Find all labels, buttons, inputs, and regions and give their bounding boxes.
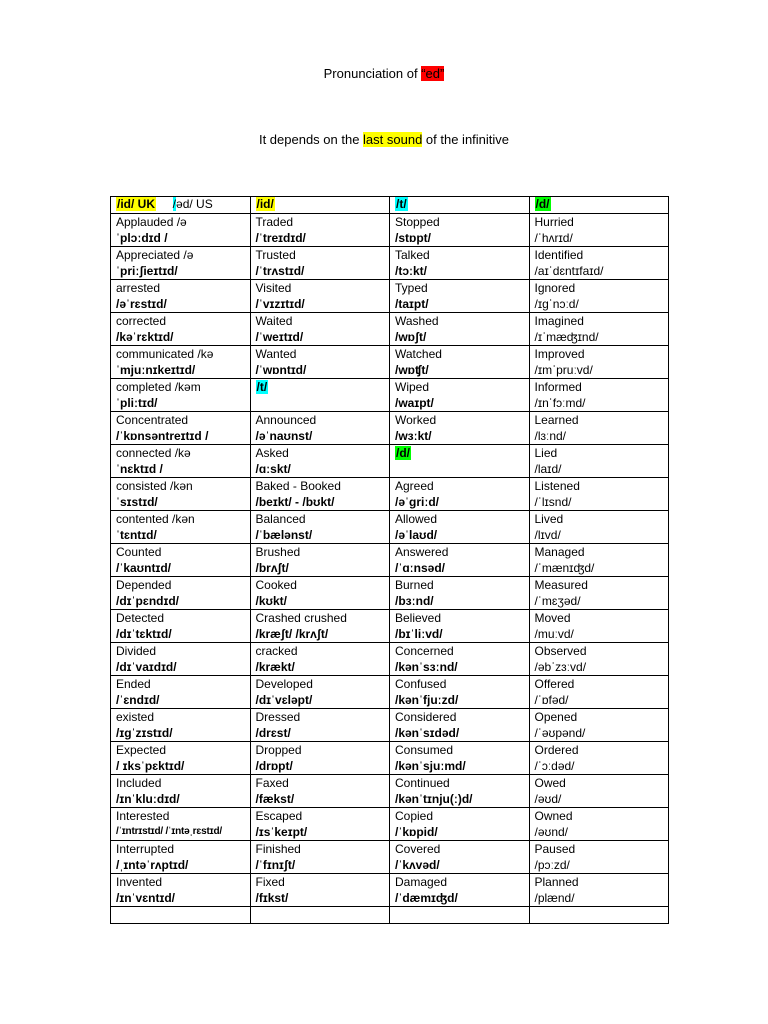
word: cracked <box>255 644 298 658</box>
table-cell <box>250 214 390 247</box>
table-row <box>111 247 669 280</box>
phonetic: /kənˈtɪnju(ː)d/ <box>395 792 473 806</box>
table-cell <box>250 643 390 676</box>
phonetic: /ˈmænɪʤd/ <box>534 561 595 575</box>
word: Divided <box>116 644 157 658</box>
table-cell <box>111 511 251 544</box>
word: completed /kəm <box>116 380 201 394</box>
word: Invented <box>116 875 163 889</box>
table-cell <box>529 511 669 544</box>
table-cell <box>390 874 530 907</box>
table-cell <box>250 610 390 643</box>
word: Wiped <box>395 380 430 394</box>
phonetic: /ˌɪntəˈrʌptɪd/ <box>116 858 189 872</box>
table-cell <box>250 808 390 841</box>
word: Continued <box>395 776 450 790</box>
word: Watched <box>395 347 442 361</box>
word: Improved <box>534 347 585 361</box>
phonetic: /ɑːskt/ <box>255 462 291 476</box>
table-row <box>111 445 669 478</box>
table-cell <box>390 643 530 676</box>
table-cell-empty <box>390 907 530 924</box>
word: corrected <box>116 314 167 328</box>
table-row <box>111 346 669 379</box>
phonetic: /plænd/ <box>534 891 575 905</box>
header-us-mark: / <box>172 197 177 211</box>
phonetic: /drɒpt/ <box>255 759 293 773</box>
phonetic: /kənˈsɪdəd/ <box>395 726 460 740</box>
table-cell <box>529 478 669 511</box>
table-row <box>111 775 669 808</box>
word: Confused <box>395 677 447 691</box>
phonetic: /ɪgˈnɔːd/ <box>534 297 579 311</box>
word: Believed <box>395 611 442 625</box>
title-prefix: Pronunciation of <box>323 66 422 81</box>
table-cell <box>111 247 251 280</box>
phonetic: /ˈbælənst/ <box>255 528 313 542</box>
phonetic: /əʊnd/ <box>534 825 569 839</box>
word: Concerned <box>395 644 454 658</box>
word: Cooked <box>255 578 297 592</box>
phonetic: ˈnɛktɪd / <box>116 462 163 476</box>
word: Worked <box>395 413 437 427</box>
word: Opened <box>534 710 578 724</box>
table-cell <box>529 379 669 412</box>
table-row <box>111 544 669 577</box>
header-id-uk: /id/ UK <box>117 197 155 211</box>
word: Stopped <box>395 215 440 229</box>
word: Included <box>116 776 162 790</box>
table-cell <box>111 412 251 445</box>
table-cell <box>390 808 530 841</box>
table-cell <box>529 709 669 742</box>
phonetic: /dɪˈvaɪdɪd/ <box>116 660 177 674</box>
table-cell <box>250 577 390 610</box>
subtitle-prefix: It depends on the <box>258 132 364 147</box>
table-cell <box>250 313 390 346</box>
subtitle-highlight: last sound <box>363 132 423 147</box>
table-cell <box>529 808 669 841</box>
phonetic: /ˈvɪzɪtɪd/ <box>255 297 305 311</box>
word: Learned <box>534 413 579 427</box>
table-cell <box>250 841 390 874</box>
phonetic: /muːvd/ <box>534 627 574 641</box>
table-cell <box>390 544 530 577</box>
word: Owned <box>534 809 573 823</box>
phonetic: /ˈkɒnsəntreɪtɪd / <box>116 429 209 443</box>
phonetic: /əˈnaʊnst/ <box>255 429 313 443</box>
phonetic: /ˈhʌrɪd/ <box>534 231 573 245</box>
word: Hurried <box>534 215 574 229</box>
table-cell <box>529 577 669 610</box>
word: Concentrated <box>116 413 189 427</box>
inline-header-d: /d/ <box>396 446 410 460</box>
word: Detected <box>116 611 165 625</box>
word: Developed <box>255 677 313 691</box>
table-cell <box>529 214 669 247</box>
page-title <box>0 66 768 82</box>
phonetic: /laɪd/ <box>534 462 562 476</box>
table-row <box>111 313 669 346</box>
phonetic: /əˈrɛstɪd/ <box>116 297 167 311</box>
phonetic: /ˈəʊpənd/ <box>534 726 586 740</box>
phonetic: ˈmjuːnɪkeɪtɪd/ <box>116 363 196 377</box>
phonetic: ˈtɛntɪd/ <box>116 528 157 542</box>
phonetic: /dɪˈvɛləpt/ <box>255 693 313 707</box>
table-cell <box>250 379 390 412</box>
phonetic: /ɪnˈvɛntɪd/ <box>116 891 176 905</box>
table-cell <box>250 247 390 280</box>
table-cell <box>390 280 530 313</box>
table-cell <box>250 478 390 511</box>
table-cell <box>111 610 251 643</box>
pronunciation-table <box>110 196 669 924</box>
phonetic: /taɪpt/ <box>395 297 429 311</box>
table-cell <box>111 808 251 841</box>
phonetic: /fɪkst/ <box>255 891 289 905</box>
table-cell <box>250 709 390 742</box>
phonetic: /aɪˈdɛntɪfaɪd/ <box>534 264 604 278</box>
table-cell <box>111 214 251 247</box>
phonetic: /ɪmˈpruːvd/ <box>534 363 593 377</box>
header-d: /d/ <box>529 197 669 214</box>
phonetic: /ɪnˈfɔːmd/ <box>534 396 586 410</box>
phonetic: /wɒʧt/ <box>395 363 429 377</box>
phonetic: /drɛst/ <box>255 726 291 740</box>
table-cell <box>529 874 669 907</box>
table-cell <box>250 775 390 808</box>
phonetic: ˈpriːʃieɪtɪd/ <box>116 264 178 278</box>
word: Waited <box>255 314 293 328</box>
phonetic: /bɜːnd/ <box>395 594 434 608</box>
phonetic: /ˈlɪsnd/ <box>534 495 572 509</box>
table-cell <box>111 643 251 676</box>
title-highlight: “ed” <box>421 66 445 81</box>
table-cell <box>111 478 251 511</box>
subtitle-suffix: of the infinitive <box>422 132 510 147</box>
phonetic: /kənˈsɜːnd/ <box>395 660 458 674</box>
word: consisted /kən <box>116 479 193 493</box>
table-row-empty <box>111 907 669 924</box>
phonetic: /ˈɪntrɪstɪd/ /ˈɪntəˌrɛstɪd/ <box>116 826 222 837</box>
phonetic: /ˈkʌvəd/ <box>395 858 440 872</box>
word: Imagined <box>534 314 584 328</box>
phonetic: /lɪvd/ <box>534 528 561 542</box>
table-cell <box>529 346 669 379</box>
table-cell <box>250 544 390 577</box>
word: Dropped <box>255 743 302 757</box>
word: communicated /kə <box>116 347 214 361</box>
table-cell <box>390 676 530 709</box>
word: Observed <box>534 644 587 658</box>
table-row <box>111 643 669 676</box>
word: Asked <box>255 446 289 460</box>
table-cell <box>250 742 390 775</box>
word: Crashed crushed <box>255 611 347 625</box>
table-cell <box>111 346 251 379</box>
table-row <box>111 214 669 247</box>
word: Listened <box>534 479 580 493</box>
word: Trusted <box>255 248 296 262</box>
table-row <box>111 379 669 412</box>
table-cell <box>529 643 669 676</box>
table-cell <box>529 742 669 775</box>
table-cell <box>529 544 669 577</box>
phonetic: /wɒʃt/ <box>395 330 427 344</box>
phonetic: /ɪˈmæʤɪnd/ <box>534 330 599 344</box>
word: Identified <box>534 248 584 262</box>
phonetic: /kəˈrɛktɪd/ <box>116 330 174 344</box>
table-row <box>111 412 669 445</box>
phonetic: /ˈɑːnsəd/ <box>395 561 445 575</box>
word: contented /kən <box>116 512 195 526</box>
header-id: /id/ <box>250 197 390 214</box>
table-row <box>111 742 669 775</box>
header-id-uk-us <box>111 197 251 214</box>
word: Traded <box>255 215 294 229</box>
phonetic: /pɔːzd/ <box>534 858 570 872</box>
word: arrested <box>116 281 161 295</box>
phonetic: /waɪpt/ <box>395 396 434 410</box>
phonetic: /krækt/ <box>255 660 295 674</box>
table-cell <box>250 511 390 544</box>
page-subtitle <box>0 132 768 148</box>
table-cell <box>250 412 390 445</box>
word: Expected <box>116 743 167 757</box>
table-cell <box>529 841 669 874</box>
word: Ignored <box>534 281 576 295</box>
table-cell <box>390 313 530 346</box>
phonetic: /əˈlaʊd/ <box>395 528 438 542</box>
table-cell <box>390 346 530 379</box>
word: Dressed <box>255 710 301 724</box>
word: Lived <box>534 512 564 526</box>
table-cell <box>111 676 251 709</box>
phonetic: /dɪˈpɛndɪd/ <box>116 594 180 608</box>
table-cell-empty <box>529 907 669 924</box>
word: Agreed <box>395 479 434 493</box>
table-cell <box>529 445 669 478</box>
table-cell <box>529 775 669 808</box>
word: Burned <box>395 578 434 592</box>
word: Announced <box>255 413 317 427</box>
phonetic: ˈpliːtɪd/ <box>116 396 158 410</box>
table-cell <box>390 841 530 874</box>
phonetic: /ɪsˈkeɪpt/ <box>255 825 308 839</box>
table-cell <box>390 214 530 247</box>
phonetic: /stɒpt/ <box>395 231 431 245</box>
word: Counted <box>116 545 162 559</box>
table-cell-empty <box>111 907 251 924</box>
table-cell <box>390 247 530 280</box>
table-cell <box>111 313 251 346</box>
phonetic: /kənˈsjuːmd/ <box>395 759 466 773</box>
table-cell <box>250 676 390 709</box>
phonetic: /wɜːkt/ <box>395 429 432 443</box>
word: Washed <box>395 314 439 328</box>
phonetic: /brʌʃt/ <box>255 561 289 575</box>
phonetic: /ˈɒfəd/ <box>534 693 569 707</box>
table-cell <box>111 841 251 874</box>
table-cell <box>111 379 251 412</box>
phonetic: ˈplɔːdɪd / <box>116 231 168 245</box>
table-cell <box>529 676 669 709</box>
table-cell <box>250 280 390 313</box>
phonetic: ˈsɪstɪd/ <box>116 495 158 509</box>
table-row <box>111 841 669 874</box>
table-cell <box>390 478 530 511</box>
table-cell <box>111 874 251 907</box>
table-row <box>111 610 669 643</box>
word: Ended <box>116 677 151 691</box>
table-cell <box>390 742 530 775</box>
header-t: /t/ <box>390 197 530 214</box>
phonetic: /ˈtrʌstɪd/ <box>255 264 305 278</box>
phonetic: /ɪgˈzɪstɪd/ <box>116 726 173 740</box>
table-cell <box>390 709 530 742</box>
word: connected /kə <box>116 446 191 460</box>
word: Owed <box>534 776 566 790</box>
word: Baked - Booked <box>255 479 341 493</box>
table-row <box>111 709 669 742</box>
word: Covered <box>395 842 441 856</box>
word: Answered <box>395 545 449 559</box>
word: Informed <box>534 380 582 394</box>
table-row <box>111 676 669 709</box>
table-body <box>111 197 669 924</box>
phonetic: /əˈgriːd/ <box>395 495 439 509</box>
phonetic: /ˈmɛʒəd/ <box>534 594 581 608</box>
phonetic: /lɜːnd/ <box>534 429 567 443</box>
phonetic: /ˈdæmɪʤd/ <box>395 891 458 905</box>
table-cell <box>111 775 251 808</box>
word: Brushed <box>255 545 301 559</box>
phonetic: /ˈkɒpid/ <box>395 825 438 839</box>
phonetic: /əʊd/ <box>534 792 562 806</box>
table-row <box>111 511 669 544</box>
phonetic: /kʊkt/ <box>255 594 287 608</box>
word: Applauded /ə <box>116 215 187 229</box>
phonetic: /ˈɔːdəd/ <box>534 759 575 773</box>
table-row <box>111 577 669 610</box>
table-cell <box>390 379 530 412</box>
word: Balanced <box>255 512 306 526</box>
word: Interested <box>116 809 170 823</box>
table-cell <box>529 313 669 346</box>
phonetic: /dɪˈtɛktɪd/ <box>116 627 172 641</box>
table-header-row <box>111 197 669 214</box>
word: Depended <box>116 578 172 592</box>
word: Escaped <box>255 809 303 823</box>
table-cell <box>390 412 530 445</box>
word: Consumed <box>395 743 454 757</box>
inline-header-t: /t/ <box>256 380 268 394</box>
table-cell <box>390 511 530 544</box>
phonetic: /ˈkaʊntɪd/ <box>116 561 171 575</box>
table-cell <box>529 280 669 313</box>
word: Finished <box>255 842 301 856</box>
table-cell <box>111 280 251 313</box>
word: Copied <box>395 809 434 823</box>
table-row <box>111 808 669 841</box>
word: Typed <box>395 281 428 295</box>
table-cell <box>111 577 251 610</box>
table-cell <box>250 874 390 907</box>
word: Wanted <box>255 347 297 361</box>
word: Appreciated /ə <box>116 248 194 262</box>
table-cell <box>250 346 390 379</box>
word: Paused <box>534 842 576 856</box>
table-row <box>111 478 669 511</box>
table-cell <box>111 709 251 742</box>
table-cell <box>390 577 530 610</box>
phonetic: /kræʃt/ /krʌʃt/ <box>255 627 329 641</box>
word: Talked <box>395 248 430 262</box>
word: Measured <box>534 578 588 592</box>
table-cell <box>111 742 251 775</box>
word: Interrupted <box>116 842 175 856</box>
table-row <box>111 874 669 907</box>
phonetic: /beɪkt/ - /bʊkt/ <box>255 495 335 509</box>
table-cell <box>390 610 530 643</box>
table-row <box>111 280 669 313</box>
phonetic: /kənˈfjuːzd/ <box>395 693 459 707</box>
table-cell <box>390 775 530 808</box>
phonetic: / ɪksˈpɛktɪd/ <box>116 759 185 773</box>
table-cell <box>390 445 530 478</box>
phonetic: /ˈwɒntɪd/ <box>255 363 307 377</box>
phonetic: /bɪˈliːvd/ <box>395 627 443 641</box>
header-us: əd/ US <box>176 197 213 211</box>
word: Moved <box>534 611 571 625</box>
table-cell <box>111 445 251 478</box>
table-cell <box>250 445 390 478</box>
table-cell <box>529 247 669 280</box>
word: Lied <box>534 446 558 460</box>
table-cell-empty <box>250 907 390 924</box>
table-cell <box>529 610 669 643</box>
word: Damaged <box>395 875 448 889</box>
phonetic: /ɪnˈkluːdɪd/ <box>116 792 180 806</box>
table-cell <box>529 412 669 445</box>
word: Offered <box>534 677 575 691</box>
word: Faxed <box>255 776 289 790</box>
word: Considered <box>395 710 457 724</box>
word: existed <box>116 710 155 724</box>
phonetic: /ˈfɪnɪʃt/ <box>255 858 296 872</box>
phonetic: /ˈweɪtɪd/ <box>255 330 304 344</box>
phonetic: /fækst/ <box>255 792 295 806</box>
word: Managed <box>534 545 585 559</box>
table-cell <box>111 544 251 577</box>
phonetic: /tɔːkt/ <box>395 264 428 278</box>
phonetic: /ˈɛndɪd/ <box>116 693 160 707</box>
word: Allowed <box>395 512 438 526</box>
word: Fixed <box>255 875 285 889</box>
phonetic: /əbˈzɜːvd/ <box>534 660 587 674</box>
word: Planned <box>534 875 579 889</box>
word: Visited <box>255 281 292 295</box>
word: Ordered <box>534 743 579 757</box>
phonetic: /ˈtreɪdɪd/ <box>255 231 306 245</box>
